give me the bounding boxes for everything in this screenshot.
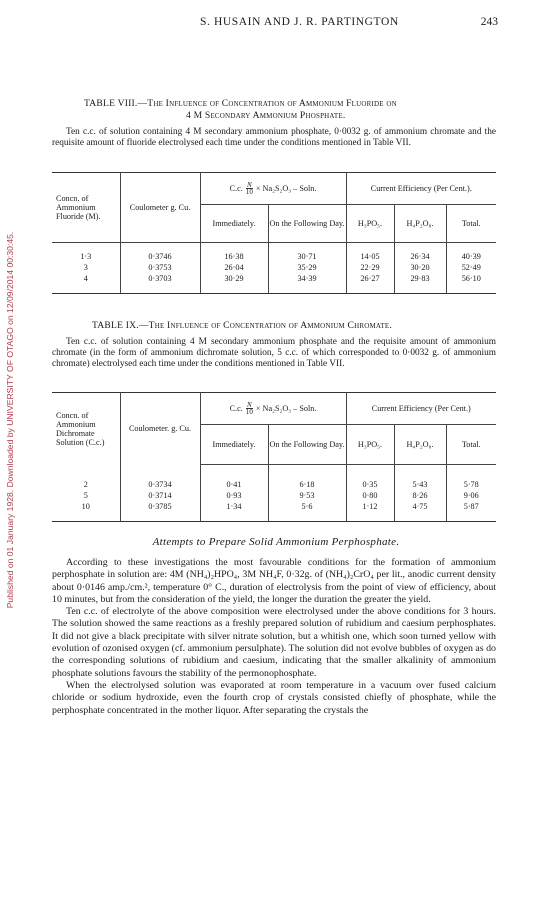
table9-cell: 5·78 [446,479,496,490]
table8-cell: 0·3753 [120,262,200,273]
table8-header-h4p2o8: H₄P₂O₈. [394,205,446,243]
table-row [52,479,496,490]
table9-cell: 0·93 [200,490,268,501]
table9-cell: 10 [81,501,90,511]
table9-cell: 4·75 [394,501,446,512]
table9-cell: 9·53 [268,490,346,501]
section-heading: Attempts to Prepare Solid Ammonium Perphosphate. [152,536,400,548]
table-row [52,501,496,512]
download-watermark-text: Published on 01 January 1928. Downloaded by UNIVERSITY OF OTAGO on 12/09/2014 00:30:45. [5,231,15,609]
table9-title [92,320,392,331]
table8-cc-den: 10 [245,188,253,196]
table8-cell: 3 [83,262,88,272]
table8-cell: 56·10 [446,273,496,284]
table8-cc-fraction [246,182,253,196]
table9-cell: 5 [83,490,88,500]
table9-title-text: The Influence of Concentration of Ammonium Chromate. [148,320,392,331]
table8-cell: 26·27 [346,273,394,284]
table8-cell: 26·34 [394,251,446,262]
table9-cc-prefix: C.c. [229,403,243,413]
table9-header-coulometer: Coulometer. g. Cu. [120,393,200,465]
table8-header-total: Total. [446,205,496,243]
table8-cell: 35·29 [268,262,346,273]
table8-label: TABLE VIII.— [84,98,148,109]
table8-header-cc [200,173,346,205]
table8-cell: 22·29 [346,262,394,273]
table8-cc-suffix: × Na₂S₂O₃ – Soln. [255,183,317,193]
table9-cell: 1·12 [346,501,394,512]
table9-cell: 0·3734 [120,479,200,490]
table9-cell: 0·80 [346,490,394,501]
table9-cell: 0·3714 [120,490,200,501]
table8-cell: 16·38 [200,251,268,262]
table9 [52,392,496,522]
table8-cell: 30·71 [268,251,346,262]
table8-cell: 40·39 [446,251,496,262]
body-text [52,557,496,717]
table9-cell: 0·41 [200,479,268,490]
table9-intro: Ten c.c. of solution containing 4 M secondary ammonium phosphate and the requisite amount of ammonium chromate (in the form of ammonium dichromate solution, 5 c.c. of which corresponded to 0·0032 g. of ammonium chromate) electrolysed each time under the conditions mentioned in Table VII. [52,337,496,370]
table9-cell: 0·3785 [120,501,200,512]
running-header [0,16,552,32]
table8 [52,172,496,294]
table8-header-h3po5: H₃PO₅. [346,205,394,243]
table9-cell: 6·18 [268,479,346,490]
table9-cell: 8·26 [394,490,446,501]
table8-cell: 26·04 [200,262,268,273]
table8-cc-prefix: C.c. [229,183,243,193]
table9-label: TABLE IX.— [92,320,149,331]
table8-title-line1 [84,98,397,109]
table9-cell: 5·87 [446,501,496,512]
table9-cell: 2 [83,479,88,489]
table8-title-line2: 4 M Secondary Ammonium Phosphate. [186,110,346,121]
table9-header-immediately: Immediately. [200,425,268,465]
body-paragraph-3: When the electrolysed solution was evaporated at room temperature in a vacuum over fused calcium chloride or sodium hydroxide, even the fourth crop of crystals consisted chiefly of phosphate, while the perphosphate concentrated in the mother liquor. After separating the crystals the [52,679,496,716]
table-row [52,490,496,501]
table9-header-total: Total. [446,425,496,465]
table9-cell: 9·06 [446,490,496,501]
table8-cell: 34·39 [268,273,346,284]
table8-header-efficiency: Current Efficiency (Per Cent.). [346,173,496,205]
table-row [52,273,496,284]
table8-cell: 30·20 [394,262,446,273]
table8-intro: Ten c.c. of solution containing 4 M secondary ammonium phosphate, 0·0032 g. of ammonium chromate and the requisite amount of fluoride electrolysed each time under the conditions mentioned in Table VII. [52,127,496,149]
body-paragraph-1: According to these investigations the most favourable conditions for the formation of ammonium perphosphate in solution are: 4M (NH₄)₂HPO₄, 3M NH₄F, 0·32g. of (NH₄)₂CrO₄ per lit., anodic current density about 0·0146 amp./cm.², temperature 0° C., duration of electrolysis from the point of view of efficiency, about 10 minutes, but from the consideration of the yield, the longer the duration the greater the yield. [52,557,496,605]
table9-cell: 0·35 [346,479,394,490]
table9-header-h3po5: H₃PO₅. [346,425,394,465]
table9-cell: 1·34 [200,501,268,512]
table8-cell: 0·3746 [120,251,200,262]
table-row [52,262,496,273]
table9-cell: 5·6 [268,501,346,512]
table8-cell: 52·49 [446,262,496,273]
table8-title-text: The Influence of Concentration of Ammonium Fluoride on [147,98,397,109]
table-row [52,251,496,262]
table9-header-following: On the Following Day. [268,425,346,465]
table8-cell: 29·83 [394,273,446,284]
body-paragraph-2: Ten c.c. of electrolyte of the above composition were electrolysed under the above conditions for 3 hours. The solution showed the same reactions as a freshly prepared solution of rubidium and caesium perphosphates. It did not give a black precipitate with silver nitrate solution, but a whitish one, which soon turned yellow with evolution of ozonised oxygen (cf. ammonium persulphate). The solution did not evolve bubbles of oxygen as do the corresponding solutions of rubidium and caesium, indicating that the smaller alkalinity of ammonium phosphate solutions favours the stability of the permonophosphate. [52,606,496,679]
table8-cell: 4 [83,273,88,283]
download-watermark [1,160,19,680]
table8-cc-num: N [247,180,252,189]
table9-header-conc: Concn. of Ammonium Dichromate Solution (C.c.) [56,410,105,447]
table9-cell: 5·43 [394,479,446,490]
table8-header-following: On the Following Day. [268,205,346,243]
page-number: 243 [480,16,498,28]
running-header-authors: S. HUSAIN AND J. R. PARTINGTON [200,16,399,28]
table9-header-cc [200,393,346,425]
table8-cell: 30·29 [200,273,268,284]
table9-header-h4p2o8: H₄P₂O₈. [394,425,446,465]
table9-cc-num: N [247,400,252,409]
table8-header-coulometer: Coulometer g. Cu. [120,173,200,243]
table9-header-efficiency: Current Efficiency (Per Cent.) [346,393,496,425]
table9-cc-suffix: × Na₂S₂O₃ – Soln. [255,403,317,413]
table8-header-immediately: Immediately. [200,205,268,243]
table8-cell: 1·3 [80,251,92,261]
table8-cell: 0·3703 [120,273,200,284]
table9-cc-den: 10 [245,408,253,416]
table8-cell: 14·05 [346,251,394,262]
table9-cc-fraction [246,402,253,416]
table8-header-conc: Concn. of Ammonium Fluoride (M). [56,194,101,221]
